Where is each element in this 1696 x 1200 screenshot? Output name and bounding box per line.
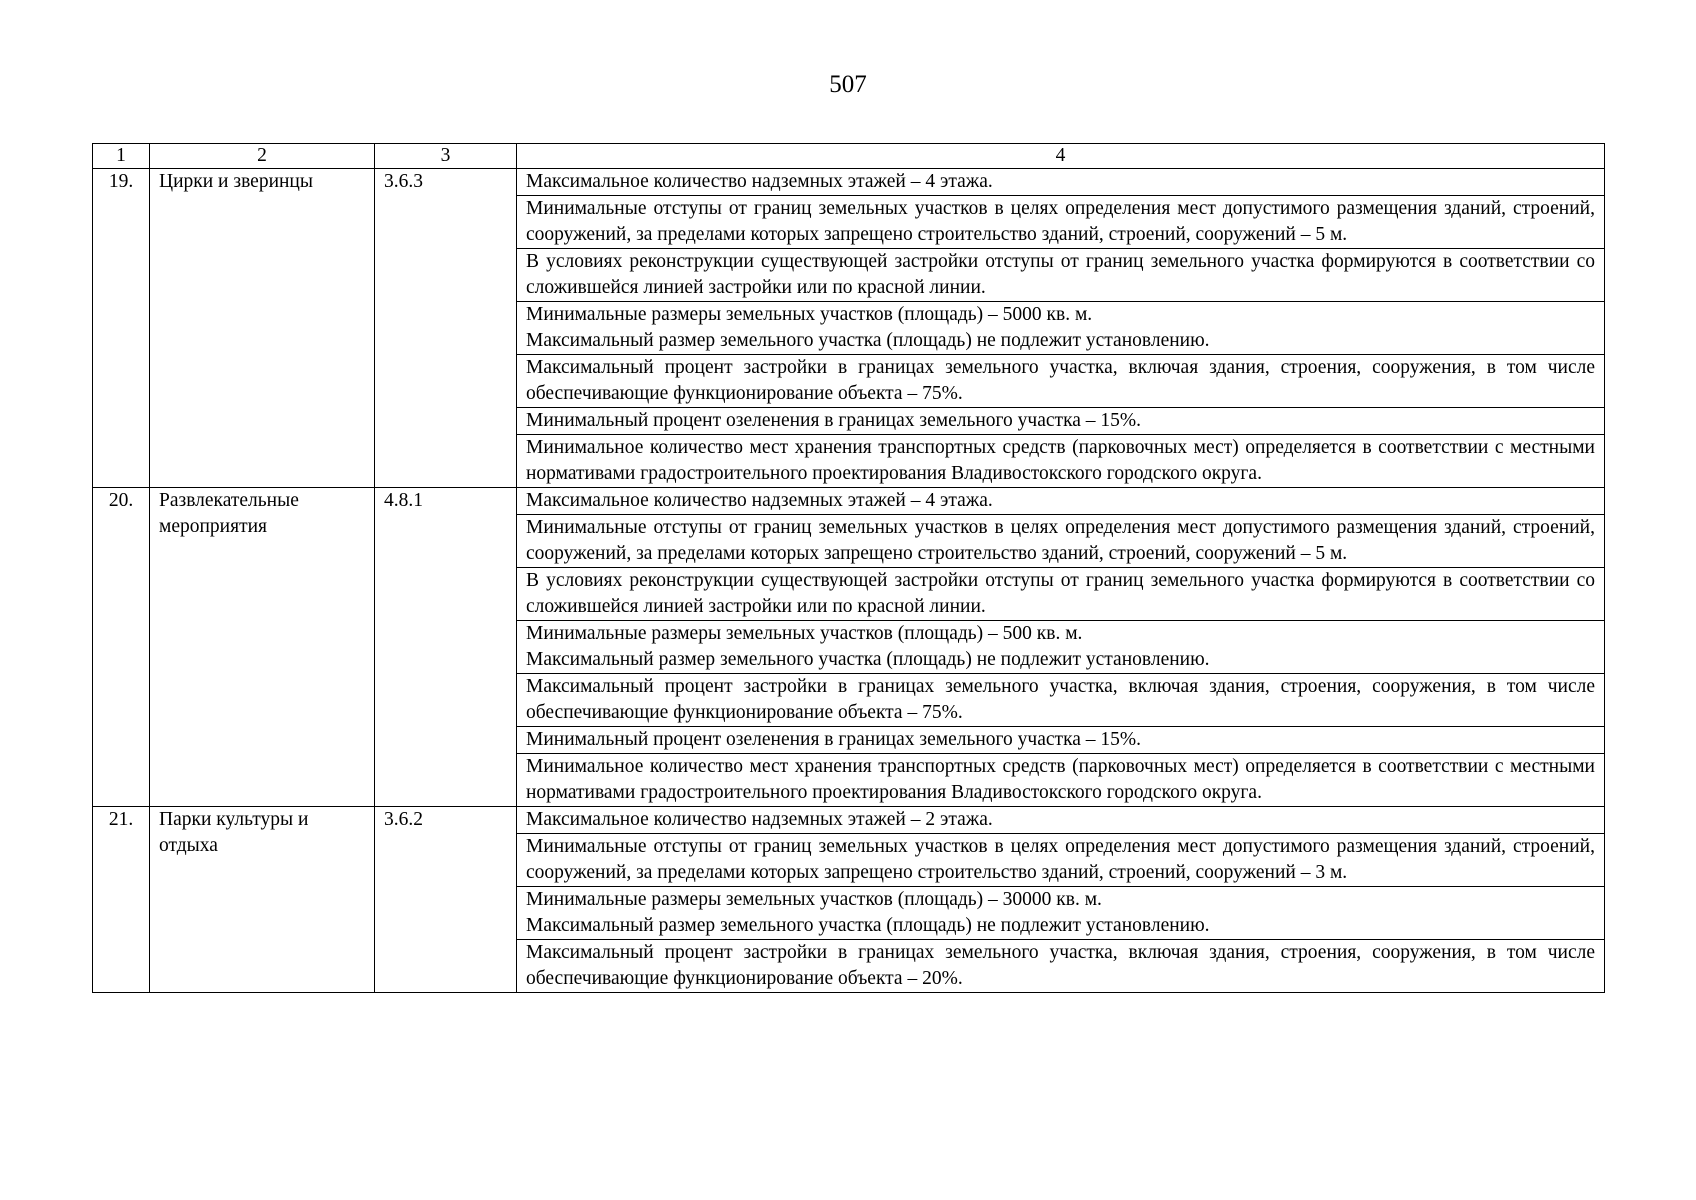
parameter-text: Минимальные отступы от границ земельных участков в целях определения мест допустимого размещения зданий, строений, сооружений, за пределами которых запрещено строительство зданий, строений, сооружений – 3 м. xyxy=(526,836,1595,883)
column-header: 3 xyxy=(375,144,517,169)
parameter-text: Максимальный размер земельного участка (площадь) не подлежит установлению. xyxy=(526,649,1210,670)
parameter-cell xyxy=(517,807,1605,834)
parameter-cell xyxy=(517,408,1605,435)
parameter-text: Минимальные отступы от границ земельных участков в целях определения мест допустимого размещения зданий, строений, сооружений, за пределами которых запрещено строительство зданий, строений, сооружений – 5 м. xyxy=(526,517,1595,564)
use-code: 3.6.3 xyxy=(375,169,517,488)
parameter-cell xyxy=(517,940,1605,993)
parameter-text: Минимальное количество мест хранения транспортных средств (парковочных мест) определяется в соответствии с местными нормативами градостроительного проектирования Владивостокского городского округа. xyxy=(526,756,1595,803)
parameter-cell xyxy=(517,169,1605,196)
parameter-cell xyxy=(517,621,1605,674)
use-code: 4.8.1 xyxy=(375,488,517,807)
parameter-text: Минимальные отступы от границ земельных участков в целях определения мест допустимого размещения зданий, строений, сооружений, за пределами которых запрещено строительство зданий, строений, сооружений – 5 м. xyxy=(526,198,1595,245)
parameter-cell xyxy=(517,674,1605,727)
column-header: 4 xyxy=(517,144,1605,169)
parameter-text: Минимальный процент озеленения в границах земельного участка – 15%. xyxy=(526,729,1142,750)
parameter-text: Максимальный размер земельного участка (площадь) не подлежит установлению. xyxy=(526,330,1210,351)
table-row xyxy=(93,807,1605,834)
parameter-cell xyxy=(517,355,1605,408)
regulations-table xyxy=(92,143,1605,993)
parameter-cell xyxy=(517,754,1605,807)
parameter-cell xyxy=(517,249,1605,302)
parameter-text: Минимальные размеры земельных участков (площадь) – 5000 кв. м. xyxy=(526,304,1093,325)
parameter-text: Минимальные размеры земельных участков (площадь) – 500 кв. м. xyxy=(526,623,1083,644)
use-name: Парки культуры и отдыха xyxy=(150,807,375,993)
parameter-cell xyxy=(517,515,1605,568)
parameter-cell xyxy=(517,302,1605,355)
row-number: 19. xyxy=(93,169,150,488)
column-header: 1 xyxy=(93,144,150,169)
parameter-text: Максимальный процент застройки в границах земельного участка, включая здания, строения, сооружения, в том числе обеспечивающие функционирование объекта – 20%. xyxy=(526,942,1595,989)
parameter-text: Минимальное количество мест хранения транспортных средств (парковочных мест) определяется в соответствии с местными нормативами градостроительного проектирования Владивостокского городского округа. xyxy=(526,437,1595,484)
table-row xyxy=(93,488,1605,515)
parameter-text: Минимальные размеры земельных участков (площадь) – 30000 кв. м. xyxy=(526,889,1102,910)
parameter-text: В условиях реконструкции существующей застройки отступы от границ земельного участка формируются в соответствии со сложившейся линией застройки или по красной линии. xyxy=(526,251,1595,298)
column-header: 2 xyxy=(150,144,375,169)
parameter-cell xyxy=(517,727,1605,754)
parameter-cell xyxy=(517,435,1605,488)
row-number: 21. xyxy=(93,807,150,993)
use-code: 3.6.2 xyxy=(375,807,517,993)
parameter-cell xyxy=(517,488,1605,515)
parameter-text: Максимальный процент застройки в границах земельного участка, включая здания, строения, сооружения, в том числе обеспечивающие функционирование объекта – 75%. xyxy=(526,676,1595,723)
parameter-text: Максимальное количество надземных этажей – 4 этажа. xyxy=(526,171,993,192)
parameter-text: В условиях реконструкции существующей застройки отступы от границ земельного участка формируются в соответствии со сложившейся линией застройки или по красной линии. xyxy=(526,570,1595,617)
use-name: Развлекательные мероприятия xyxy=(150,488,375,807)
parameter-text: Максимальный процент застройки в границах земельного участка, включая здания, строения, сооружения, в том числе обеспечивающие функционирование объекта – 75%. xyxy=(526,357,1595,404)
parameter-cell xyxy=(517,887,1605,940)
parameter-cell xyxy=(517,196,1605,249)
parameter-text: Максимальное количество надземных этажей – 4 этажа. xyxy=(526,490,993,511)
parameter-text: Минимальный процент озеленения в границах земельного участка – 15%. xyxy=(526,410,1142,431)
use-name: Цирки и зверинцы xyxy=(150,169,375,488)
parameter-cell xyxy=(517,568,1605,621)
page-number: 507 xyxy=(829,71,867,98)
parameter-text: Максимальный размер земельного участка (площадь) не подлежит установлению. xyxy=(526,915,1210,936)
parameter-cell xyxy=(517,834,1605,887)
parameter-text: Максимальное количество надземных этажей – 2 этажа. xyxy=(526,809,993,830)
table-body xyxy=(93,144,1605,993)
row-number: 20. xyxy=(93,488,150,807)
table-row xyxy=(93,169,1605,196)
table-header-row xyxy=(93,144,1605,169)
